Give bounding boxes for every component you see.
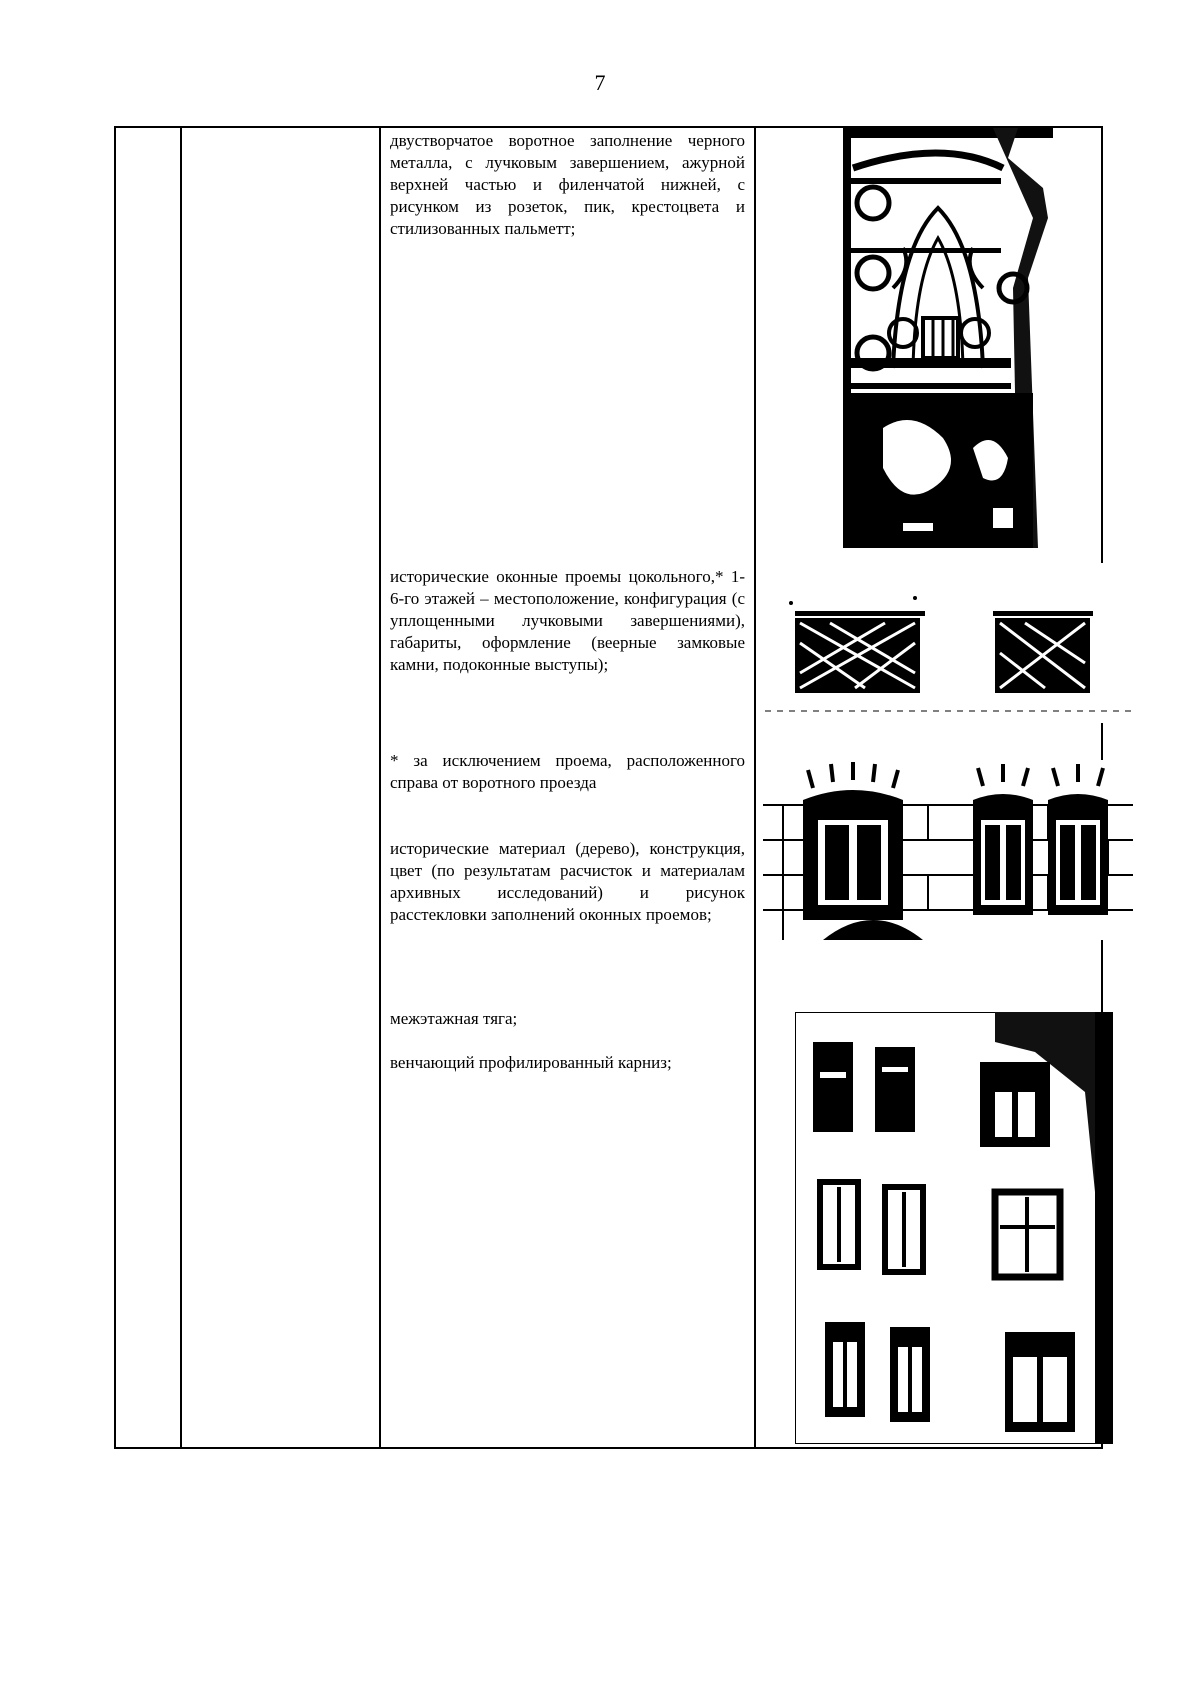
item-interfloor-cornice: межэтажная тяга;: [390, 1009, 518, 1028]
gate-photo: [843, 128, 1053, 548]
item-window-openings: исторические оконные проемы цокольного,* 1-6-го этажей – местоположение, конфигурация (с уплощенными лучковыми завершениями), габариты, оформление (веерные замковые камни, подоконные выступы);: [390, 567, 745, 674]
item-crowning-cornice: венчающий профилированный карниз;: [390, 1053, 672, 1072]
column-divider: [180, 128, 182, 1447]
item-window-fillings: исторические материал (дерево), конструкция, цвет (по результатам расчисток и материалам архивных исследований) и рисунок расстекловки заполнений оконных проемов;: [390, 839, 745, 924]
page-number: 7: [594, 70, 606, 95]
upper-facade-photo: [795, 1012, 1113, 1444]
item-footnote: * за исключением проема, расположенного справа от воротного проезда: [390, 751, 745, 792]
item-gate-description: двустворчатое воротное заполнение черного металла, с лучковым завершением, ажурной верхней частью и филенчатой нижней, с рисунком из розеток, пик, крестоцвета и стилизованных пальметт;: [390, 131, 745, 238]
column-divider: [379, 128, 381, 1447]
column-divider: [754, 128, 756, 1447]
basement-windows-photo: [765, 563, 1135, 723]
facade-windows-photo: [763, 760, 1133, 940]
